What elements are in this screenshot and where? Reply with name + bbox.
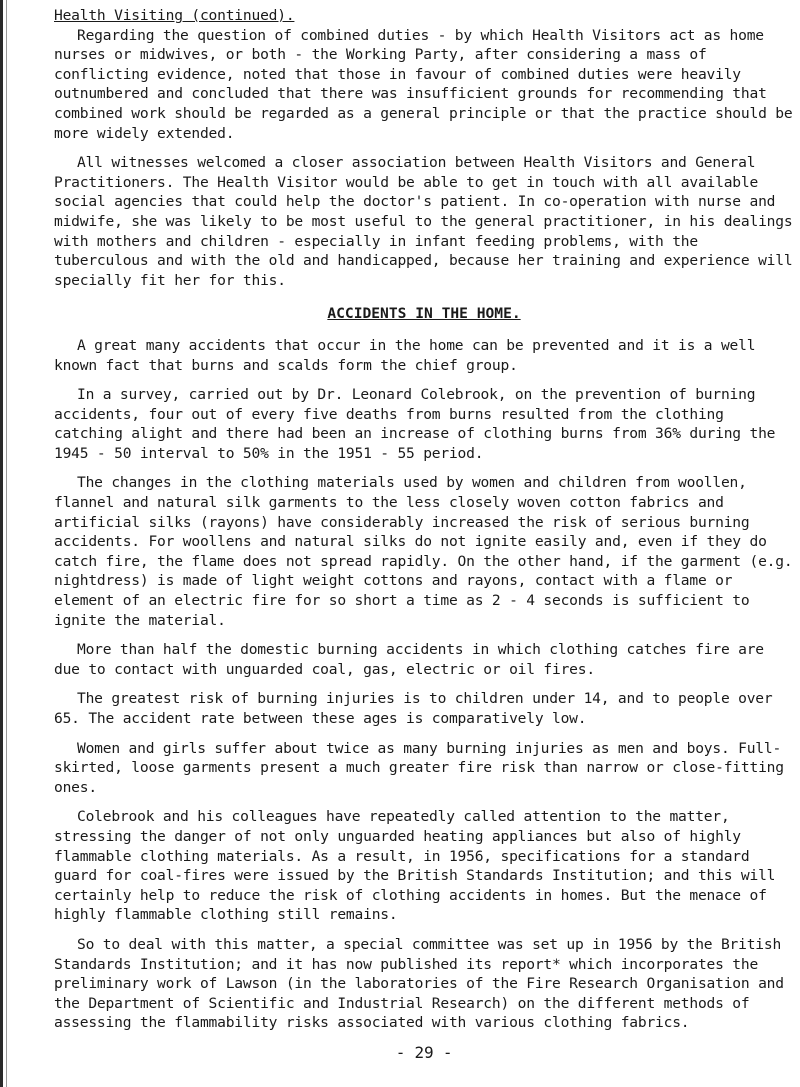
- paragraph-clothing-materials: The changes in the clothing materials used by women and children from woollen, flannel and natural silk garments to the less closely woven cotton fabrics and artificial silks (rayons) have considerably increased the risk of serious burning accidents. For woollens and natural silks do not ignite easily and, even if they do catch fire, the flame does not spread rapidly. On the other hand, if the garment (e.g. nightdress) is made of light weight cottons and rayons, contact with a flame or element of an electric fire for so short a time as 2 - 4 seconds is sufficient to ignite the material.: [54, 474, 793, 629]
- page-binding-line: [6, 0, 7, 1087]
- paragraph-guard-specification: Colebrook and his colleagues have repeatedly called attention to the matter, stressing the danger of not only unguarded heating appliances but also of highly flammable clothing materials. As a result, in 1956, specifications for a standard guard for coal-fires were issued by the British Standards Institution; and this will certainly help to reduce the risk of clothing accidents in homes. But the menace of highly flammable clothing still remains.: [54, 808, 776, 924]
- paragraph-unguarded-fires: More than half the domestic burning accidents in which clothing catches fire are due to contact with unguarded coal, gas, electric or oil fires.: [54, 641, 764, 678]
- page-number: - 29 -: [395, 1042, 453, 1062]
- section-heading-accidents: ACCIDENTS IN THE HOME.: [327, 305, 521, 323]
- paragraph-risk-ages: The greatest risk of burning injuries is to children under 14, and to people over 65. The accident rate between these ages is comparatively low.: [54, 690, 773, 727]
- paragraph-women-girls: Women and girls suffer about twice as many burning injuries as men and boys. Full-skirted, loose garments present a much greater fire risk than narrow or close-fitting ones.: [54, 739, 784, 796]
- page-binding-edge: [0, 0, 3, 1087]
- running-heading: Health Visiting (continued).: [54, 7, 295, 24]
- paragraph-committee-report: So to deal with this matter, a special committee was set up in 1956 by the British Standards Institution; and it has now published its report* which incorporates the preliminary work of Lawson (in the laboratories of the Fire Research Organisation and the Department of Scientific and Industrial Research) on the different methods of assessing the flammability risks associated with various clothing fabrics.: [54, 935, 784, 1032]
- paragraph-combined-duties: Regarding the question of combined duties - by which Health Visitors act as home nurses or midwives, or both - the Working Party, after considering a mass of conflicting evidence, noted that those in favour of combined duties were heavily outnumbered and concluded that there was insufficient grounds for recommending that combined work should be regarded as a general principle or that the practice should be more widely extended.: [54, 26, 793, 142]
- paragraph-colebrook-survey: In a survey, carried out by Dr. Leonard Colebrook, on the prevention of burning accidents, four out of every five deaths from burns resulted from the clothing catching alight and there had been an increase of clothing burns from 36% during the 1945 - 50 interval to 50% in the 1951 - 55 period.: [54, 386, 776, 462]
- paragraph-general-practitioners: All witnesses welcomed a closer association between Health Visitors and General Practitioners. The Health Visitor would be able to get in touch with all available social agencies that could help the doctor's patient. In co-operation with nurse and midwife, she was likely to be most useful to the general practitioner, in his dealings with mothers and children - especially in infant feeding problems, with the tuberculous and with the old and handicapped, because her training and experience will specially fit her for this.: [54, 154, 793, 289]
- paragraph-burns-scalds: A great many accidents that occur in the home can be prevented and it is a well known fact that burns and scalds form the chief group.: [54, 336, 756, 374]
- document-page: [54, 6, 794, 1063]
